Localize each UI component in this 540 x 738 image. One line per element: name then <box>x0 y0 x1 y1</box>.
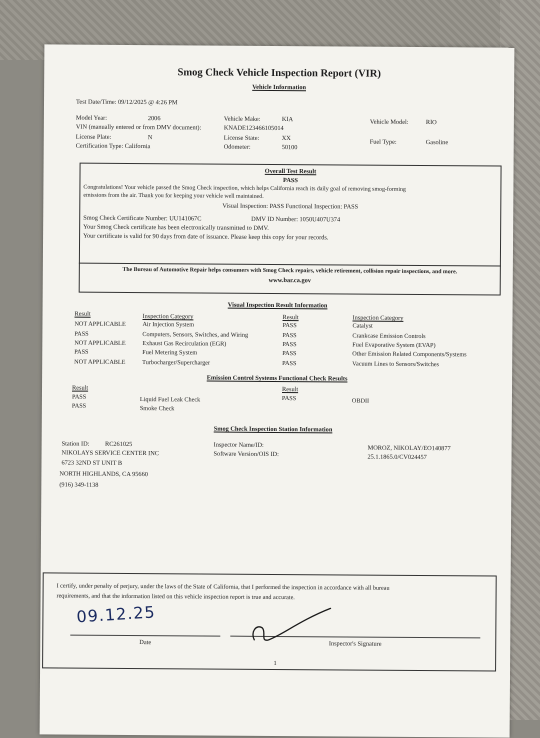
valid-note: Your certificate is valid for 90 days from date of issuance. Please keep this copy for your records. <box>83 232 329 242</box>
visual-col-result-1: Result <box>74 310 91 318</box>
inspector-label: Inspector Name/ID: <box>213 441 264 449</box>
category-cell: Catalyst <box>352 322 373 330</box>
make-value: KIA <box>281 116 294 124</box>
table-row <box>74 321 125 329</box>
station-phone: (916) 349-1138 <box>59 481 99 489</box>
result-cell: PASS <box>282 350 297 358</box>
inspector-value: MOROZ, NIKOLAY/EO140877 <box>367 444 451 453</box>
category-cell: Smoke Check <box>139 405 175 413</box>
category-cell: Crankcase Emission Controls <box>352 332 426 341</box>
functional-col-result-1: Result <box>71 384 89 392</box>
transmitted-note: Your Smog Check certificate has been electronically transmitted to DMV. <box>83 223 269 232</box>
date-label: Date <box>139 639 152 647</box>
functional-col-result-2: Result <box>281 386 299 394</box>
test-date <box>76 99 178 108</box>
odometer-label: Odometer: <box>223 143 251 151</box>
visual-col-category-1: Inspection Category <box>142 313 194 321</box>
result-cell: PASS <box>74 348 89 356</box>
result-cell: NOT APPLICABLE <box>74 358 126 366</box>
plate-label: License Plate: <box>75 133 112 141</box>
visual-col-result-2: Result <box>282 314 299 322</box>
station-id-label: Station ID: <box>61 440 90 448</box>
certificate-number: Smog Check Certificate Number: UU141067C <box>83 214 202 223</box>
state-value: XX <box>281 135 291 143</box>
result-cell: PASS <box>71 402 87 410</box>
make-label: Vehicle Make: <box>223 115 261 123</box>
category-cell: Fuel Metering System <box>142 349 198 357</box>
odometer-value: 50100 <box>281 144 298 152</box>
station-name: NIKOLAYS SERVICE CENTER INC <box>61 449 159 458</box>
cert-type: Certification Type: California <box>75 142 151 151</box>
result-cell: PASS <box>282 341 297 349</box>
category-cell: Air Injection System <box>142 321 195 329</box>
category-cell: Turbocharger/Supercharger <box>142 359 211 367</box>
category-cell: OBDII <box>351 397 370 405</box>
category-cell: Fuel Evaporative System (EVAP) <box>352 341 436 350</box>
result-cell: PASS <box>281 395 297 403</box>
category-cell: Vacuum Lines to Sensors/Switches <box>352 360 440 369</box>
result-cell: PASS <box>74 330 89 338</box>
vin-value: KNADE123466105014 <box>223 124 284 133</box>
visual-header: Visual Inspection Result Information <box>227 301 328 310</box>
fuel-label: Fuel Type: <box>369 138 397 146</box>
model-label: Vehicle Model: <box>369 118 409 126</box>
bureau-url: www.bar.ca.gov <box>268 276 311 285</box>
station-id <box>62 440 133 448</box>
station-address-2: NORTH HIGHLANDS, CA 95660 <box>59 470 148 479</box>
page-number: 1 <box>273 659 277 668</box>
fuel-value: Gasoline <box>425 139 449 147</box>
handwritten-date: 09.12.25 <box>75 602 157 627</box>
functional-header: Emission Control Systems Functional Check Results <box>206 374 348 383</box>
inspection-report-page <box>40 44 515 737</box>
state-label: License State: <box>223 134 260 142</box>
software-value: 25.1.1865.0/CV024457 <box>367 453 427 462</box>
vin-label: VIN (manually entered or from DMV document): <box>75 123 202 132</box>
certify-line-1: I certify, under penalty of perjury, under the laws of the State of California, that I performed the inspection in accordance with all bureau <box>56 583 390 592</box>
signature-label: Inspector's Signature <box>328 640 382 648</box>
result-cell: NOT APPLICABLE <box>74 339 126 347</box>
result-cell: NOT APPLICABLE <box>74 320 126 328</box>
overall-header: Overall Test Result <box>264 167 317 176</box>
result-cell: PASS <box>282 332 297 340</box>
congrats-line-1: Congratulations! Your vehicle passed the Smog Check inspection, which helps California reach its daily goal of removing smog-forming <box>83 184 406 193</box>
certify-line-2: requirements, and that the information listed on this vehicle inspection report is true and accurate. <box>56 593 295 602</box>
category-cell: Liquid Fuel Leak Check <box>139 396 201 404</box>
overall-result: PASS <box>282 177 298 185</box>
inspection-summary: Visual Inspection: PASS Functional Inspection: PASS <box>222 202 359 211</box>
station-header: Smog Check Inspection Station Information <box>213 425 333 434</box>
software-label: Software Version/OIS ID: <box>213 450 279 459</box>
category-cell: Computers, Sensors, Switches, and Wiring <box>142 331 249 339</box>
congrats-line-2: emissions from the air. Thank you for keeping your vehicle well maintained. <box>83 192 264 200</box>
inspector-signature <box>240 602 350 653</box>
report-subtitle: Vehicle Information <box>252 83 307 92</box>
test-date-value: 09/12/2025 @ 4:26 PM <box>118 98 178 107</box>
plate-value: N <box>147 134 153 142</box>
visual-col-category-2: Inspection Category <box>352 314 404 322</box>
result-cell: PASS <box>282 360 297 368</box>
model-value: RIO <box>425 119 437 127</box>
test-date-label: Test Date/Time: <box>75 98 117 106</box>
result-cell: PASS <box>71 393 87 401</box>
result-cell: PASS <box>282 322 297 330</box>
station-address-1: 6723 32ND ST UNIT B <box>61 459 123 467</box>
category-cell: Other Emission Related Components/Systems <box>352 350 467 359</box>
report-title: Smog Check Vehicle Inspection Report (VIR) <box>177 67 381 80</box>
bureau-note: The Bureau of Automotive Repair helps consumers with Smog Check repairs, vehicle retirement, collision repair inspections, and more. <box>122 266 458 276</box>
dmv-id: DMV ID Number: 1050U407U374 <box>251 215 341 224</box>
category-cell: Exhaust Gas Recirculation (EGR) <box>142 340 227 348</box>
model-year-value: 2006 <box>147 115 161 123</box>
model-year-label: Model Year: <box>75 114 108 122</box>
station-id-value: RC261025 <box>104 440 133 448</box>
